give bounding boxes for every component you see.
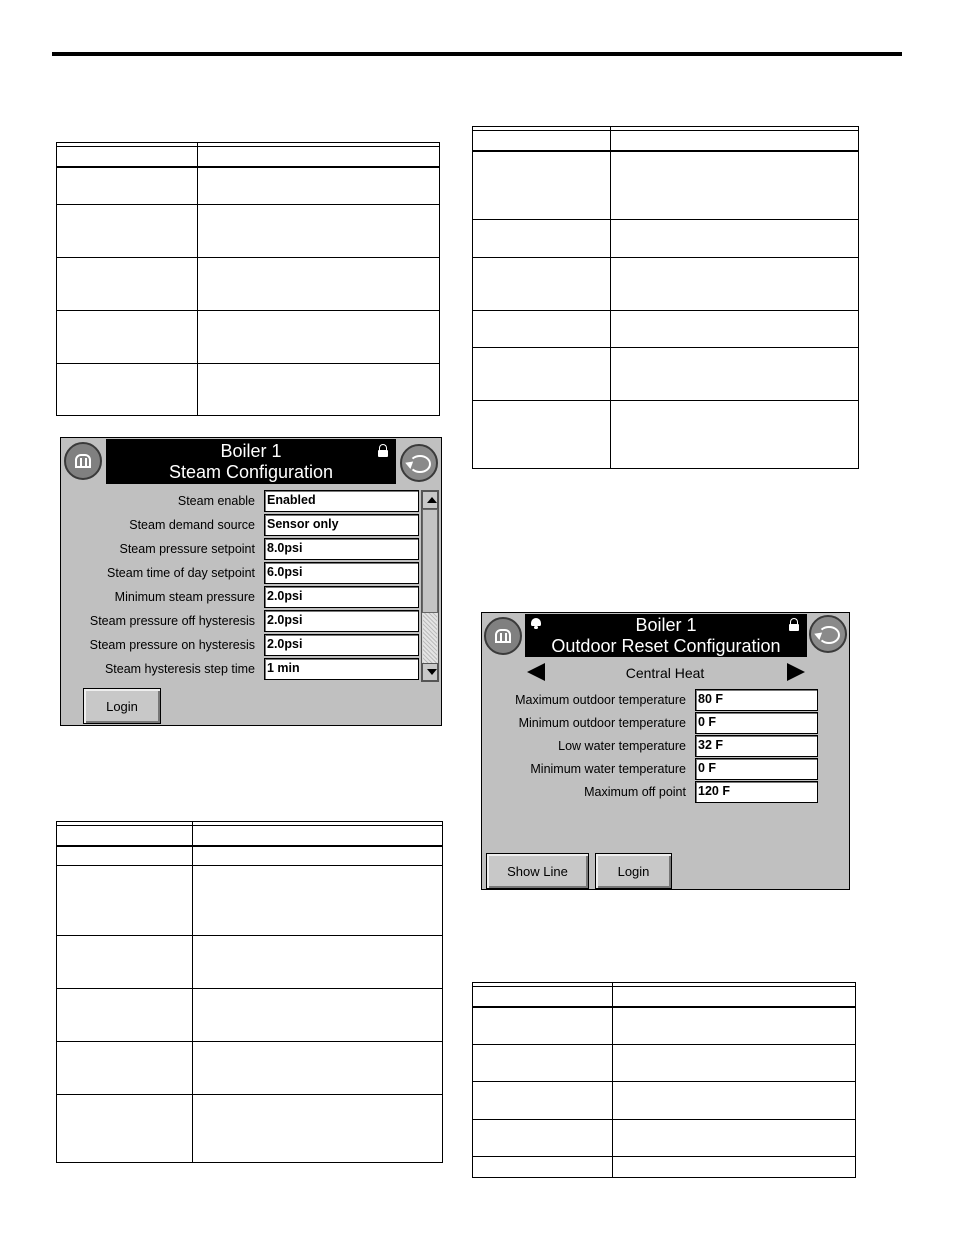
back-button[interactable] [400, 444, 438, 482]
section-title: Central Heat [625, 665, 705, 681]
scroll-thumb[interactable] [422, 509, 438, 613]
field-label: Steam pressure setpoint [119, 542, 255, 556]
maximum-outdoor-temperature-field[interactable]: 80 F [695, 689, 818, 711]
table-row [57, 988, 442, 989]
home-icon [495, 629, 511, 643]
arrow-right-icon[interactable] [787, 663, 805, 681]
table-row [57, 1094, 442, 1095]
home-button[interactable] [64, 442, 102, 480]
scroll-down-icon[interactable] [422, 663, 438, 681]
table-a-header [57, 143, 439, 168]
show-line-button[interactable]: Show Line [486, 853, 589, 889]
minimum-steam-pressure-field[interactable]: 2.0psi [264, 586, 419, 608]
table-a-divider [197, 143, 198, 415]
table-d [472, 982, 856, 1178]
table-row [57, 257, 439, 258]
table-row [473, 1156, 855, 1157]
field-label: Maximum outdoor temperature [515, 693, 686, 707]
table-row [473, 310, 858, 311]
steam-pressure-off-hysteresis-field[interactable]: 2.0psi [264, 610, 419, 632]
login-button[interactable]: Login [595, 853, 672, 889]
steam-demand-source-field[interactable]: Sensor only [264, 514, 419, 536]
scroll-track[interactable] [423, 613, 437, 663]
steam-configuration-screen [60, 437, 442, 726]
top-rule [52, 52, 902, 56]
table-c [56, 821, 443, 1163]
steam-pressure-on-hysteresis-field[interactable]: 2.0psi [264, 634, 419, 656]
lock-icon [789, 618, 799, 630]
scrollbar[interactable] [421, 490, 439, 682]
login-button[interactable]: Login [83, 688, 161, 724]
table-row [57, 865, 442, 866]
table-b [472, 126, 859, 469]
table-row [57, 204, 439, 205]
bell-icon [529, 617, 543, 629]
field-label: Steam pressure off hysteresis [89, 614, 255, 628]
field-label: Steam demand source [129, 518, 255, 532]
field-label: Minimum steam pressure [114, 590, 255, 604]
table-row [473, 1119, 855, 1120]
table-row [473, 219, 858, 220]
field-label: Steam enable [177, 494, 255, 508]
low-water-temperature-field[interactable]: 32 F [695, 735, 818, 757]
table-d-header [473, 983, 855, 1008]
table-c-divider [192, 822, 193, 1162]
screen-title: Boiler 1 [635, 615, 697, 635]
maximum-off-point-field[interactable]: 120 F [695, 781, 818, 803]
field-label: Low water temperature [558, 739, 686, 753]
table-row [57, 310, 439, 311]
steam-pressure-setpoint-field[interactable]: 8.0psi [264, 538, 419, 560]
arrow-left-icon[interactable] [527, 663, 545, 681]
table-c-header [57, 822, 442, 847]
table-row [57, 935, 442, 936]
screen-subtitle: Steam Configuration [168, 462, 334, 482]
screen-title-bar [106, 439, 396, 484]
steam-enable-field[interactable]: Enabled [264, 490, 419, 512]
lock-icon [378, 444, 388, 456]
home-button[interactable] [484, 617, 522, 655]
field-label: Minimum water temperature [530, 762, 686, 776]
field-label: Steam hysteresis step time [104, 662, 255, 676]
table-b-divider [610, 127, 611, 468]
screen-subtitle: Outdoor Reset Configuration [551, 636, 781, 656]
screen-title: Boiler 1 [220, 441, 282, 461]
table-row [473, 347, 858, 348]
table-row [57, 363, 439, 364]
table-row [473, 1044, 855, 1045]
table-row [473, 257, 858, 258]
back-button[interactable] [809, 615, 847, 653]
outdoor-reset-configuration-screen [481, 612, 850, 890]
table-row [473, 1081, 855, 1082]
minimum-water-temperature-field[interactable]: 0 F [695, 758, 818, 780]
table-row [57, 1041, 442, 1042]
home-icon [75, 454, 91, 468]
field-label: Steam pressure on hysteresis [89, 638, 255, 652]
scroll-up-icon[interactable] [422, 491, 438, 509]
minimum-outdoor-temperature-field[interactable]: 0 F [695, 712, 818, 734]
table-b-header [473, 127, 858, 152]
table-a [56, 142, 440, 416]
back-icon [409, 455, 431, 473]
steam-time-of-day-setpoint-field[interactable]: 6.0psi [264, 562, 419, 584]
steam-hysteresis-step-time-field[interactable]: 1 min [264, 658, 419, 680]
field-label: Minimum outdoor temperature [518, 716, 686, 730]
field-label: Steam time of day setpoint [107, 566, 255, 580]
field-label: Maximum off point [584, 785, 686, 799]
table-d-divider [612, 983, 613, 1177]
table-row [473, 400, 858, 401]
back-icon [818, 626, 840, 644]
screen-title-bar [525, 614, 807, 657]
